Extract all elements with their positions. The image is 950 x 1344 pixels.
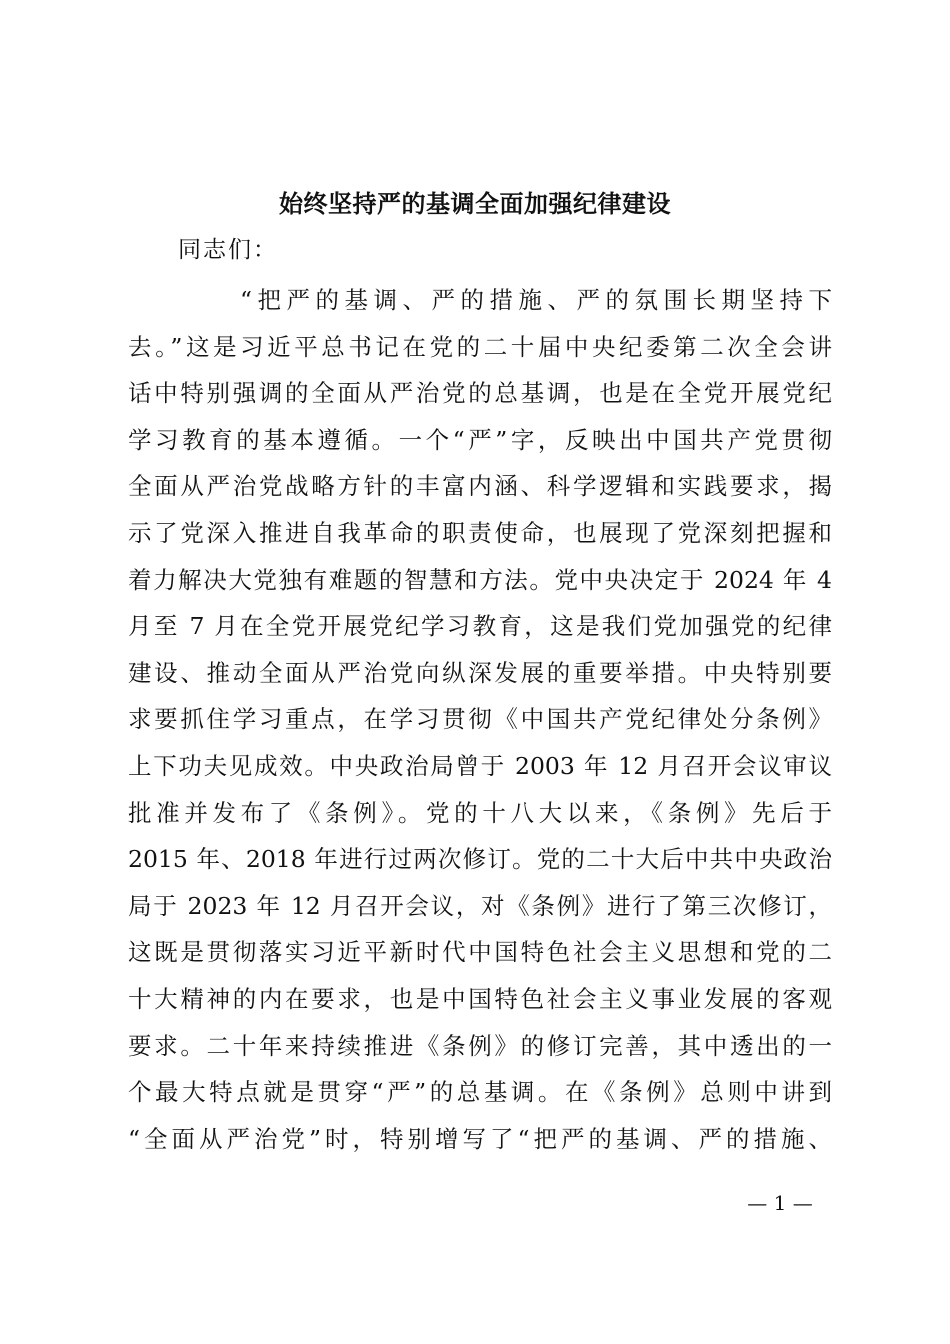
text-line: 十大精神的内在要求，也是中国特色社会主义事业发展的客观	[128, 984, 832, 1013]
document-title: 始终坚持严的基调全面加强纪律建设	[279, 189, 671, 218]
text-line: 月至 7 月在全党开展党纪学习教育，这是我们党加强党的纪律	[128, 612, 832, 641]
text-line: 着力解决大党独有难题的智慧和方法。党中央决定于 2024 年 4	[128, 565, 832, 594]
text-line: 学习教育的基本遵循。一个“严”字，反映出中国共产党贯彻	[128, 425, 832, 454]
body-paragraph	[128, 277, 832, 1162]
page-number: — 1 —	[747, 1191, 813, 1215]
text-line: 局于 2023 年 12 月召开会议，对《条例》进行了第三次修订，	[128, 891, 832, 920]
text-line: “全面从严治党”时，特别增写了“把严的基调、严的措施、	[128, 1124, 832, 1153]
text-line: 这既是贯彻落实习近平新时代中国特色社会主义思想和党的二	[128, 938, 832, 967]
text-line: 话中特别强调的全面从严治党的总基调，也是在全党开展党纪	[128, 379, 832, 408]
text-line: 要求。二十年来持续推进《条例》的修订完善，其中透出的一	[128, 1031, 832, 1060]
text-line: 全面从严治党战略方针的丰富内涵、科学逻辑和实践要求，揭	[128, 472, 832, 501]
text-line: 示了党深入推进自我革命的职责使命，也展现了党深刻把握和	[128, 518, 832, 547]
text-line: “把严的基调、严的措施、严的氛围长期坚持下	[240, 286, 832, 314]
text-line: 个最大特点就是贯穿“严”的总基调。在《条例》总则中讲到	[128, 1078, 832, 1107]
text-line: 上下功夫见成效。中央政治局曾于 2003 年 12 月召开会议审议	[128, 751, 832, 780]
text-line: 去。”这是习近平总书记在党的二十届中央纪委第二次全会讲	[128, 332, 832, 361]
text-line: 2015 年、2018 年进行过两次修订。党的二十大后中共中央政治	[128, 845, 832, 874]
text-line: 建设、推动全面从严治党向纵深发展的重要举措。中央特别要	[128, 658, 832, 687]
text-line: 求要抓住学习重点，在学习贯彻《中国共产党纪律处分条例》	[128, 705, 832, 734]
text-line: 批准并发布了《条例》。党的十八大以来，《条例》先后于	[128, 798, 832, 827]
salutation: 同志们：	[178, 237, 278, 263]
